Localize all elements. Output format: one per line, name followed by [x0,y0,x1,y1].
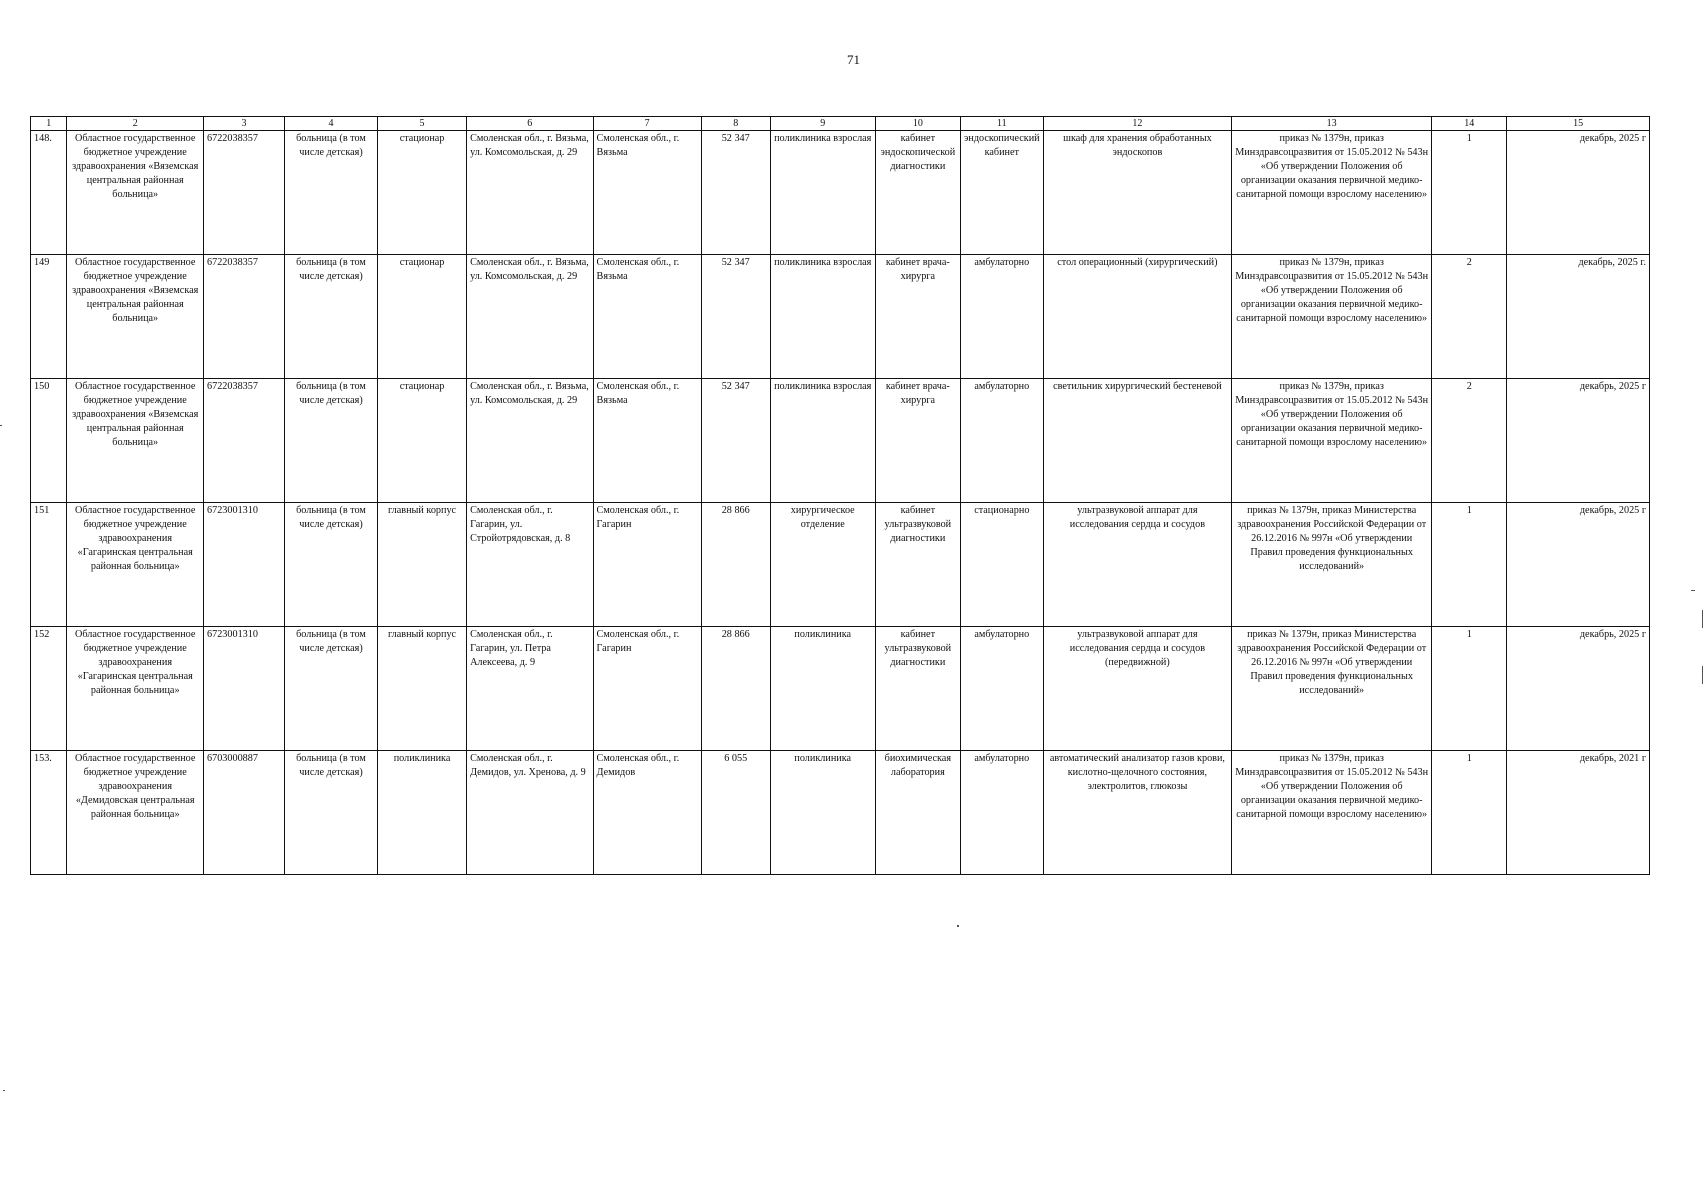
equipment-name: светильник хирургический бестеневой [1043,379,1231,503]
scan-speck [3,1090,5,1091]
column-number: 11 [960,117,1043,131]
division: поликлиника взрослая [770,131,875,255]
quantity: 2 [1432,255,1507,379]
building-unit: стационар [378,379,467,503]
settlement: Смоленская обл., г. Вязьма [593,255,701,379]
row-number: 149 [31,255,67,379]
row-number: 153. [31,751,67,875]
organization-name: Областное государственное бюджетное учреждение здравоохранения «Демидовская центральная районная больница» [67,751,204,875]
quantity: 1 [1432,503,1507,627]
care-mode: эндоскопический кабинет [960,131,1043,255]
population: 52 347 [701,131,770,255]
scan-speck [1702,666,1703,684]
legal-basis: приказ № 1379н, приказ Минздравсоцразвития от 15.05.2012 № 543н «Об утверждении Положения об организации оказания первичной медико-санитарной помощи взрослому населению» [1232,131,1432,255]
delivery-date: декабрь, 2025 г [1507,131,1650,255]
building-unit: стационар [378,255,467,379]
column-number: 4 [284,117,377,131]
legal-basis: приказ № 1379н, приказ Минздравсоцразвития от 15.05.2012 № 543н «Об утверждении Положения об организации оказания первичной медико-санитарной помощи взрослому населению» [1232,255,1432,379]
organization-name: Областное государственное бюджетное учреждение здравоохранения «Вяземская центральная районная больница» [67,255,204,379]
division: поликлиника взрослая [770,379,875,503]
institution-type: больница (в том числе детская) [284,379,377,503]
row-number: 151 [31,503,67,627]
scan-speck [1691,590,1695,591]
row-number: 152 [31,627,67,751]
institution-type: больница (в том числе детская) [284,131,377,255]
table-row [31,751,1650,875]
delivery-date: декабрь, 2025 г [1507,503,1650,627]
organization-name: Областное государственное бюджетное учреждение здравоохранения «Вяземская центральная районная больница» [67,131,204,255]
care-mode: амбулаторно [960,255,1043,379]
address: Смоленская обл., г. Вязьма, ул. Комсомольская, д. 29 [467,379,593,503]
settlement: Смоленская обл., г. Вязьма [593,379,701,503]
population: 28 866 [701,503,770,627]
inn-code: 6722038357 [204,255,285,379]
column-number: 12 [1043,117,1231,131]
organization-name: Областное государственное бюджетное учреждение здравоохранения «Гагаринская центральная районная больница» [67,503,204,627]
page-number: 71 [847,52,860,67]
column-number: 13 [1232,117,1432,131]
legal-basis: приказ № 1379н, приказ Минздравсоцразвития от 15.05.2012 № 543н «Об утверждении Положения об организации оказания первичной медико-санитарной помощи взрослому населению» [1232,751,1432,875]
quantity: 1 [1432,627,1507,751]
column-number: 9 [770,117,875,131]
scan-speck [0,425,2,426]
column-number: 8 [701,117,770,131]
settlement: Смоленская обл., г. Гагарин [593,627,701,751]
quantity: 1 [1432,751,1507,875]
column-number: 3 [204,117,285,131]
equipment-name: стол операционный (хирургический) [1043,255,1231,379]
care-mode: амбулаторно [960,751,1043,875]
equipment-name: ультразвуковой аппарат для исследования сердца и сосудов (передвижной) [1043,627,1231,751]
population: 52 347 [701,379,770,503]
inn-code: 6723001310 [204,627,285,751]
column-number: 10 [875,117,960,131]
delivery-date: декабрь, 2025 г. [1507,255,1650,379]
cabinet: кабинет эндоскопической диагностики [875,131,960,255]
settlement: Смоленская обл., г. Гагарин [593,503,701,627]
column-number: 6 [467,117,593,131]
population: 28 866 [701,627,770,751]
legal-basis: приказ № 1379н, приказ Министерства здравоохранения Российской Федерации от 26.12.2016 № 997н «Об утверждении Правил проведения функциональных исследований» [1232,627,1432,751]
address: Смоленская обл., г. Гагарин, ул. Петра Алексеева, д. 9 [467,627,593,751]
division: поликлиника взрослая [770,255,875,379]
cabinet: биохимическая лаборатория [875,751,960,875]
cabinet: кабинет врача-хирурга [875,255,960,379]
population: 6 055 [701,751,770,875]
column-number: 7 [593,117,701,131]
column-number: 14 [1432,117,1507,131]
inn-code: 6703000887 [204,751,285,875]
cabinet: кабинет ультразвуковой диагностики [875,503,960,627]
cabinet: кабинет ультразвуковой диагностики [875,627,960,751]
address: Смоленская обл., г. Вязьма, ул. Комсомольская, д. 29 [467,131,593,255]
institution-type: больница (в том числе детская) [284,255,377,379]
scan-speck [1702,610,1703,628]
equipment-name: ультразвуковой аппарат для исследования сердца и сосудов [1043,503,1231,627]
care-mode: амбулаторно [960,627,1043,751]
legal-basis: приказ № 1379н, приказ Минздравсоцразвития от 15.05.2012 № 543н «Об утверждении Положения об организации оказания первичной медико-санитарной помощи взрослому населению» [1232,379,1432,503]
settlement: Смоленская обл., г. Вязьма [593,131,701,255]
building-unit: главный корпус [378,503,467,627]
row-number: 150 [31,379,67,503]
building-unit: стационар [378,131,467,255]
delivery-date: декабрь, 2025 г [1507,379,1650,503]
settlement: Смоленская обл., г. Демидов [593,751,701,875]
building-unit: главный корпус [378,627,467,751]
address: Смоленская обл., г. Гагарин, ул. Стройотрядовская, д. 8 [467,503,593,627]
delivery-date: декабрь, 2025 г [1507,627,1650,751]
population: 52 347 [701,255,770,379]
column-number-row [31,117,1650,131]
division: поликлиника [770,751,875,875]
equipment-name: автоматический анализатор газов крови, кислотно-щелочного состояния, электролитов, глюкозы [1043,751,1231,875]
cabinet: кабинет врача-хирурга [875,379,960,503]
delivery-date: декабрь, 2021 г [1507,751,1650,875]
division: поликлиника [770,627,875,751]
inn-code: 6722038357 [204,379,285,503]
organization-name: Областное государственное бюджетное учреждение здравоохранения «Вяземская центральная районная больница» [67,379,204,503]
quantity: 1 [1432,131,1507,255]
care-mode: амбулаторно [960,379,1043,503]
building-unit: поликлиника [378,751,467,875]
column-number: 2 [67,117,204,131]
column-number: 5 [378,117,467,131]
care-mode: стационарно [960,503,1043,627]
equipment-name: шкаф для хранения обработанных эндоскопов [1043,131,1231,255]
inn-code: 6723001310 [204,503,285,627]
address: Смоленская обл., г. Вязьма, ул. Комсомольская, д. 29 [467,255,593,379]
row-number: 148. [31,131,67,255]
division: хирургическое отделение [770,503,875,627]
institution-type: больница (в том числе детская) [284,751,377,875]
table-row [31,503,1650,627]
table-row [31,131,1650,255]
organization-name: Областное государственное бюджетное учреждение здравоохранения «Гагаринская центральная районная больница» [67,627,204,751]
inn-code: 6722038357 [204,131,285,255]
quantity: 2 [1432,379,1507,503]
legal-basis: приказ № 1379н, приказ Министерства здравоохранения Российской Федерации от 26.12.2016 № 997н «Об утверждении Правил проведения функциональных исследований» [1232,503,1432,627]
column-number: 1 [31,117,67,131]
column-number: 15 [1507,117,1650,131]
scan-speck [957,925,959,927]
table-row [31,379,1650,503]
address: Смоленская обл., г. Демидов, ул. Хренова, д. 9 [467,751,593,875]
table-row [31,627,1650,751]
registry-table [30,116,1650,875]
table-row [31,255,1650,379]
institution-type: больница (в том числе детская) [284,627,377,751]
institution-type: больница (в том числе детская) [284,503,377,627]
